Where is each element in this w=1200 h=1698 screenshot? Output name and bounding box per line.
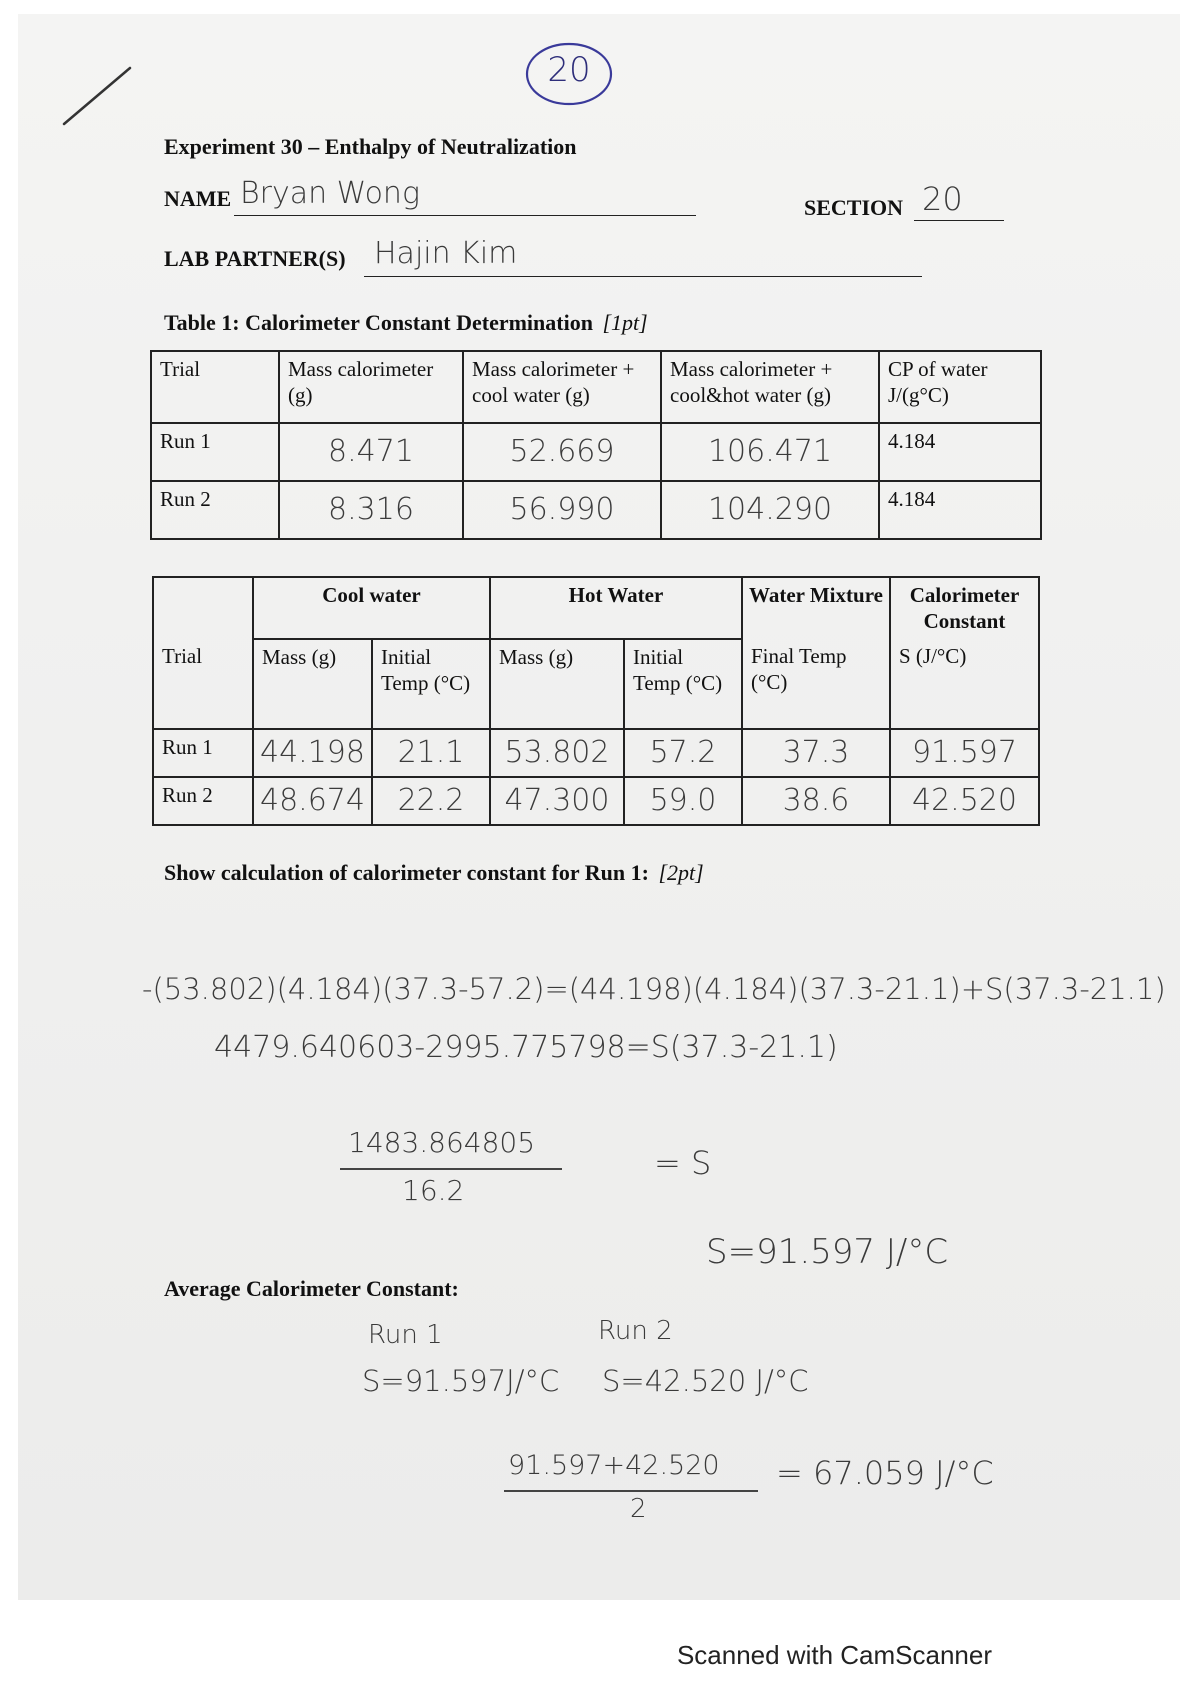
final-temp-cell: 38.6: [742, 777, 890, 825]
name-underline: [234, 215, 696, 216]
cp-cell: 4.184: [879, 481, 1041, 539]
score-circle: [523, 40, 615, 108]
section-value: 20: [922, 180, 963, 218]
check-mark-icon: [58, 62, 138, 132]
col-s: S (J/°C): [890, 639, 1039, 729]
group-cool-water: Cool water: [253, 577, 490, 639]
name-label: NAME: [164, 186, 232, 211]
hot-temp-cell: 59.0: [624, 777, 742, 825]
header-mass-calorimeter: Mass calorimeter (g): [279, 351, 463, 423]
table-row: [151, 481, 1041, 539]
cool-temp-cell: 22.2: [372, 777, 490, 825]
calc-line-2: 4479.640603-2995.775798=S(37.3-21.1): [214, 1030, 838, 1065]
col-hot-temp: Initial Temp (°C): [624, 639, 742, 729]
run1-label: Run 1: [368, 1320, 443, 1350]
col-cool-mass: Mass (g): [253, 639, 372, 729]
calc-result: S=91.597 J/°C: [706, 1232, 949, 1272]
hot-mass-cell: 47.300: [490, 777, 624, 825]
group-hot-water: Hot Water: [490, 577, 742, 639]
s-cell: 91.597: [890, 729, 1039, 777]
trial-cell: Run 2: [151, 481, 279, 539]
mass-hot-cell: 104.290: [661, 481, 879, 539]
header-mass-cool: Mass calorimeter + cool water (g): [463, 351, 661, 423]
s-cell: 42.520: [890, 777, 1039, 825]
calorimeter-table: [150, 350, 1042, 540]
trial-cell: Run 1: [153, 729, 253, 777]
header-mass-hot: Mass calorimeter + cool&hot water (g): [661, 351, 879, 423]
hot-temp-cell: 57.2: [624, 729, 742, 777]
cp-cell: 4.184: [879, 423, 1041, 481]
table1-caption-text: Table 1: Calorimeter Constant Determination: [164, 310, 593, 335]
group-calorimeter-constant: Calorimeter Constant: [890, 577, 1039, 639]
calc-points: [2pt]: [658, 860, 704, 885]
sub-header-row: [153, 639, 1039, 729]
group-water-mixture: Water Mixture: [742, 577, 890, 639]
trial-cell: Run 1: [151, 423, 279, 481]
header-trial: Trial: [151, 351, 279, 423]
partner-underline: [364, 276, 922, 277]
table1-points: [1pt]: [602, 310, 648, 335]
mass-cal-cell: 8.471: [279, 423, 463, 481]
partner-value: Hajin Kim: [374, 236, 518, 271]
calc-prompt: [164, 860, 704, 886]
avg-denominator: 2: [630, 1494, 647, 1524]
final-temp-cell: 37.3: [742, 729, 890, 777]
col-cool-temp: Initial Temp (°C): [372, 639, 490, 729]
cool-temp-cell: 21.1: [372, 729, 490, 777]
avg-result: = 67.059 J/°C: [776, 1454, 994, 1492]
cool-mass-cell: 48.674: [253, 777, 372, 825]
calc-line-1: -(53.802)(4.184)(37.3-57.2)=(44.198)(4.184)(37.3-21.1)+S(37.3-21.1): [142, 972, 1166, 1006]
experiment-title: Experiment 30 – Enthalpy of Neutralization: [164, 134, 577, 159]
run2-label: Run 2: [598, 1316, 673, 1346]
col-hot-mass: Mass (g): [490, 639, 624, 729]
group-header-row: [153, 577, 1039, 639]
trial-cell: Run 2: [153, 777, 253, 825]
avg-fraction-bar: [504, 1490, 758, 1492]
run1-value: S=91.597J/°C: [362, 1364, 560, 1398]
run2-value: S=42.520 J/°C: [602, 1364, 809, 1398]
blank-corner: [153, 577, 253, 639]
section-underline: [914, 220, 1004, 221]
average-label: Average Calorimeter Constant:: [164, 1276, 459, 1301]
temperature-table: [152, 576, 1040, 826]
partner-label: LAB PARTNER(S): [164, 246, 346, 271]
calc-equals-s: = S: [654, 1144, 712, 1182]
table-header-row: [151, 351, 1041, 423]
calc-fraction-bar: [340, 1168, 562, 1170]
score-value: 20: [547, 50, 591, 90]
table1-caption: [164, 310, 648, 336]
mass-cal-cell: 8.316: [279, 481, 463, 539]
table-row: [153, 777, 1039, 825]
col-trial: Trial: [153, 639, 253, 729]
cool-mass-cell: 44.198: [253, 729, 372, 777]
col-final-temp: Final Temp (°C): [742, 639, 890, 729]
mass-hot-cell: 106.471: [661, 423, 879, 481]
section-label: SECTION: [804, 195, 904, 220]
mass-cool-cell: 52.669: [463, 423, 661, 481]
calc-denominator: 16.2: [402, 1174, 465, 1207]
scanned-page: [18, 14, 1180, 1600]
calc-numerator: 1483.864805: [348, 1126, 536, 1159]
name-value: Bryan Wong: [240, 176, 420, 211]
mass-cool-cell: 56.990: [463, 481, 661, 539]
camscanner-watermark: Scanned with CamScanner: [676, 1640, 992, 1670]
calc-prompt-text: Show calculation of calorimeter constant for Run 1:: [164, 860, 649, 885]
header-cp: CP of water J/(g°C): [879, 351, 1041, 423]
table-row: [153, 729, 1039, 777]
table-row: [151, 423, 1041, 481]
avg-numerator: 91.597+42.520: [508, 1450, 720, 1481]
hot-mass-cell: 53.802: [490, 729, 624, 777]
